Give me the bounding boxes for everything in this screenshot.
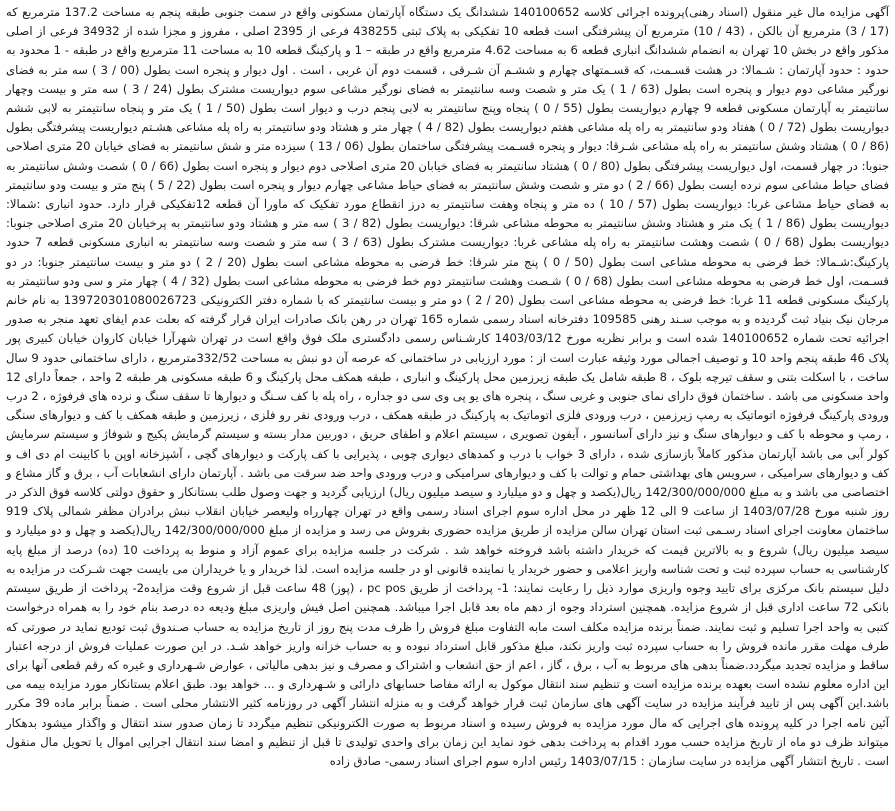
auction-notice-text: آگهی مزایده مال غیر منقول (اسناد رهنی)پرونده اجرائی کلاسه 140100652 ششدانگ یک دستگاه آپارتمان مسکونی واقع در سمت جنوبی طبقه پنجم به مساحت 137.2 مترمربع که (17 / 3) مترمربع آن بالکن ، (43 / 10) مترمربع آن پیشرفتگی است قطعه 10 تفکیکی به پلاک ثبتی 438255 فرعی از 2395 اصلی ، مفروز و مجزا شده از 34932 فرعی از اصلی مذکور واقع در بخش 10 تهران به انضمام ششدانگ انباری قطعه 6 به مساحت 4.62 مترمربع واقع در طبقه – 1 و پارکینگ قطعه 10 به مساحت 11 مترمربع واقع در طبقه - 1 محدود به حدود : حدود آپارتمان : شـمالا: در هشت قسـمت، که قسـمتهای چهارم و ششـم آن شـرقی ، قسمت دوم آن غربی ، است . اول دیوار و پنجره است بطول (00 / 3 ) سه متر به فضای نورگیر مشاعی دوم دیوار و پنجره است بطول (63 / 1 ) یک متر و شصت وسه سانتیمتر به فضای نورگیر مشاعی سوم دیواریست مشترک بطول (24 / 3 ) سه متر و بیست وچهار سانتیمتر به آپارتمان مسکونی قطعه 9 چهارم دیواریست بطول (55 / 0 ) پنجاه وپنج سانتیمتر به لابی پنجم درب و دیوار است بطول (50 / 1 ) یک متر و پنجاه سانتیمتر به لابی ششم دیواریست بطول (72 / 0 ) هفتاد ودو سانتیمتر به راه پله مشاعی هفتم دیواریست بطول (82 / 4 ) چهار متر و هشتاد ودو سانتیمتر به راه پله مشاعی هشـتم دیواریست پیشرفتگی بطول (86 / 0 ) هشتاد وشش سانتیمتر به راه پله مشاعی شـرقا: دیوار و پنجره قسـمت پیشرفتگی ساختمان بطول (06 / 13 ) سیزده متر و شش سانتیمتر به فضای خیابان 20 متری اصلاحی جنوبا: در چهار قسمت، اول دیواریست پیشرفتگی بطول (80 / 0 ) هشتاد سانتیمتر به فضای خیابان 20 متری اصلاحی دوم دیوار و پنجره است بطول (66 / 0 ) شصت وشش سانتیمتر به فضای حیاط مشاعی سوم نرده ایست بطول (66 / 2 ) دو متر و شصت وشش سانتیمتر به فضای حیاط مشاعی چهارم دیوار و پنجره است بطول (22 / 5 ) پنج متر و بیست ودو سانتیمتر به فضای حیاط مشاعی غربا: دیواریست بطول (57 / 10 ) ده متر و پنجاه وهفت سانتیمتر به درز انقطاع مورد تفکیک که ماورا آن قطعه 12تفکیکی قرار دارد. حدود انباری :شمالا: دیواریست بطول (86 / 1 ) یک متر و هشتاد وشش سانتیمتر به محوطه مشاعی شرقا: دیواریست بطول (82 / 3 ) سه متر و هشتاد ودو سانتیمتر به پرخیابان 20 متری اصلاحی جنوبا: دیواریست بطول (68 / 0 ) شصت وهشت سانتیمتر به راه پله مشاعی غربا: دیواریست مشترک بطول (63 / 3 ) سه متر و شصت وسه سانتیمتر به انباری مسکونی قطعه 7 حدود پارکینگ:شـمالا: خط فرضی به محوطه مشاعی است بطول (50 / 0 ) پنج متر شرقا: خط فرضی به محوطه مشاعی است بطول (20 / 2 ) دو متر و بیست سانتیمتر جنوبا: در دو قسـمت، اول خط فرضی به محوطه مشاعی است بطول (68 / 0 ) شـصت وهشت سانتیمتر دوم خط فرضی به محوطه مشاعی است بطول (32 / 4 ) چهار متر و سی ودو سانتیمتر به پارکینگ مسکونی قطعه 11 غربا: خط فرضی به محوطه مشاعی است بطول (20 / 2 ) دو متر و بیست سانتیمتر که با شماره دفتر الکترونیکی 139720301080026723 به نام خانم مرجان نیک بنیاد ثبت گردیده و به موجب سـند رهنی 109585 دفترخانه اسناد رسمی شماره 165 تهران در رهن بانک صادرات ایران قرار گرفته که بعلت عدم ایفای تعهد منجر به صدور اجرائیه تحت شماره 140100652 شده است و برابر نظریه مورخ 1403/03/12 کارشـناس رسمی دادگستری ملک فوق واقع است در تهران شهرآرا خیابان کاروان خیابان کبیری پور پلاک 46 طبقه پنجم واحد 10 و توصیف اجمالی مورد وثیقه عبارت است از : مورد ارزیابی در ساختمانی که عرصه آن دو نبش به مساحت 332/52مترمربع ، دارای ساختمانی حدود 9 سال ساخت ، با اسکلت بتنی و سقف تیرچه بلوک ، 8 طبقه شامل یک طبقه زیرزمین محل پارکینگ و انباری ، طبقه همکف محل پارکینگ و 6 طبقه مسکونی هر طبقه 2 واحد ، جمعاً دارای 12 واحد مسکونی می باشد . ساختمان فوق دارای نمای جنوبی و غربی سنگ ، پنجره های یو پی وی سی دو جداره ، راه پله با کف سـنگ و دیوارها تا سقف سنگ و نرده های فرفوژه ، 2 درب ورودی پارکینگ فرفوژه اتوماتیک به رمپ زیرزمین ، درب ورودی فلزی اتوماتیک به پارکینگ در طبقه همکف ، درب ورودی نفر رو فلزی ، زیرزمین و طبقه همکف با کف و دیوارهای سنگی ، رمپ و محوطه با کف و دیوارهای سنگ و نیز دارای آسانسور ، آیفون تصویری ، سیستم اعلام و اطفای حریق ، دوربین مدار بسته و سیستم گرمایش پکیج و شوفاژ و سیستم سرمایش کولر آبی می باشد آپارتمان مذکور کاملاً بازسازی شده ، دارای 3 خواب با درب و کمدهای دیواری چوبی ، پذیرایی با کف پارکت و دیوارهای گچی ، آشپزخانه اوپن با کابینت ام دی اف و کف و دیوارهای سرامیکی ، سرویس های بهداشتی حمام و توالت با کف و دیوارهای سرامیکی و درب ورودی واحد ضد سرقت می باشد . آپارتمان دارای انشعابات آب ، برق و گاز مشاع و اختصاصی می باشد و به مبلغ 142/300/000/000 ریال(یکصد و چهل و دو میلیارد و سیصد میلیون ریال) ارزیابی گردید و جهت وصول طلب بستانکار و حقوق دولتی کلاسه فوق الذکر در روز شنبه مورخ 1403/07/28 از ساعت 9 الی 12 ظهر در محل اداره سوم اجرای اسناد رسمی واقع در تهران چهارراه ولیعصر خیابان انقلاب نبش برادران مظفر شمالی پلاک 919 ساختمان معاونت اجرای اسناد رسـمی ثبت استان تهران سالن مزایده از طریق مزایده حضوری بفروش می رسد و مزایده از مبلغ 142/300/000/000 ریال(یکصد و چهل و دو میلیارد و سیصد میلیون ریال) شروع و به بالاترین قیمت که خریدار داشته باشد فروخته خواهد شد . شرکت در جلسه مزایده برای عموم آزاد و منوط به پرداخت 10 (ده) درصد از مبلغ پایه کارشناسی به حساب سپرده ثبت و تحت شناسه واریز اعلامی و حضور خریدار یا نماینده قانونی او در جلسه مزایده است. لذا خریدار و یا خریداران می بایست جهت شـرکت در مزایده به دلیل سیستم بانک مرکزی برای تایید وجوه واریزی موارد ذیل را رعایت نمایند: 1- پرداخت از طریق pc pos ، (پوز) 48 ساعت قبل از شروع وقت مزایده2- پرداخت از طریق سیستم بانکی 72 ساعت اداری قبل از شروع مزایده. همچنین استرداد وجوه از دهم ماه بعد قابل اجرا میباشد. همچنین اصل فیش واریزی مبلغ ودیعه ده درصد بنام خود را به همراه درخواست کتبی به واحد اجرا تسلیم و ثبت نمایند. ضمناً برنده مزایده مکلف است مابه التفاوت مبلغ فروش را ظرف مدت پنج روز از تاریخ مزایده به حساب صـندوق ثبت تودیع نماید در صورتی که طرف مهلت مقرر مانده فروش را به حساب سپرده ثبت واریز نکند، مبلغ مذکور قابل استرداد نبوده و به حساب خزانه واریز خواهد شـد. در این صورت عملیات فروش از درجه اعتبار ساقط و مزایده تجدید میگردد.ضمناً بدهی های مربوط به آب ، برق ، گاز ، اعم از حق انشعاب و اشتراک و مصرف و نیز بدهی مالیاتی ، عوارض شـهرداری و غیره که رقم قطعی آنها برای این اداره معلوم نشده است بعهده برنده مزایده است و تنظیم سند انتقال موکول به ارائه مفاصا حسابهای دارائی و شـهرداری و ... خواهد بود. طبق اعلام بستانکار مورد مزایده بیمه می باشد.این آگهی پس از تایید فرآیند مزایده در سایت آگهی های سازمان ثبت قرار خواهد گرفت و به منزله انتشار آگهی در روزنامه کثیر الانتشار محلی است . ضمناً برابر ماده 39 مکرر آئین نامه اجرا در کلیه پرونده های اجرایی که مال مورد مزایده به فروش رسیده و اسناد مربوط به صورت الکترونیکی تنظیم میگردد تا زمان صدور سند انتقال و واگذار میشود بدهکار میتواند ظرف دو ماه از تاریخ مزایده حسب مورد اقدام به پرداخت بدهی خود نماید این زمان برای واحدی تولیدی تا قبل از تنظیم و امضا سند انتقال اجرایی اموال یا تحویل مال منقول است . تاریخ انتشار آگهی مزایده در سایت سازمان : 1403/07/15 رئیس اداره سوم اجرای اسناد رسمی- صادق زاده bbox=[6, 5, 890, 768]
